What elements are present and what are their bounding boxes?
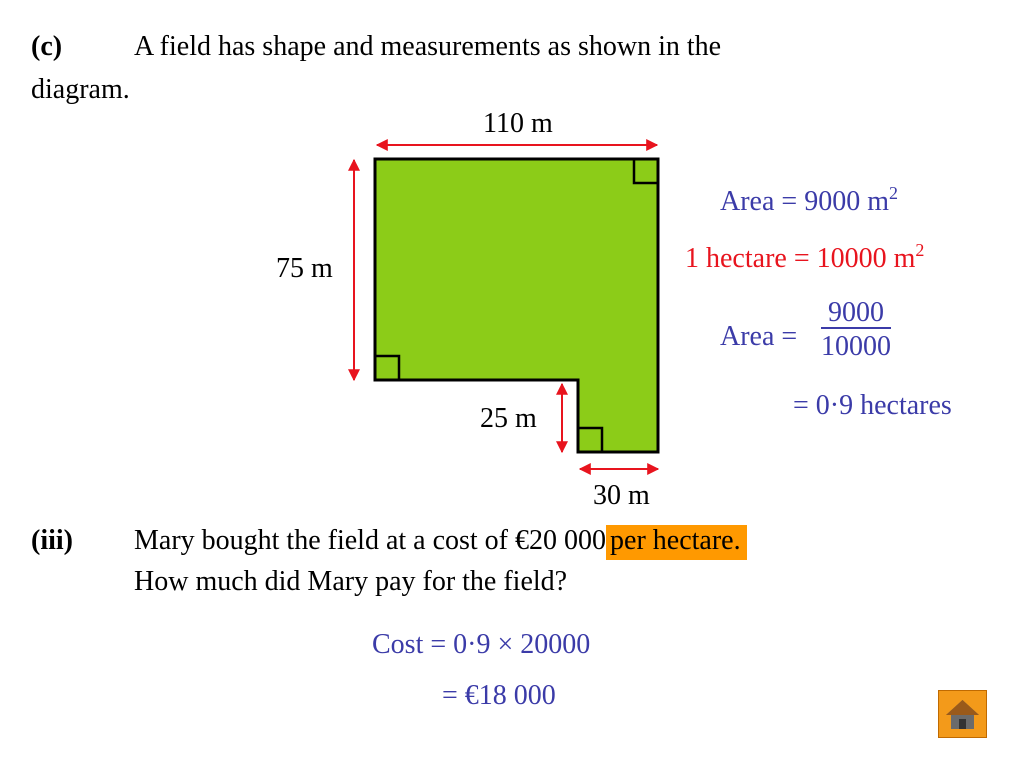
part-iii-line1 bbox=[134, 527, 747, 555]
part-iii-line1-text: Mary bought the field at a cost of €20 000 bbox=[134, 525, 607, 556]
cost-result: = €18 000 bbox=[442, 680, 556, 711]
area-fraction bbox=[821, 299, 891, 361]
top-dimension-label: 110 m bbox=[483, 108, 553, 139]
bottom-dimension-label: 30 m bbox=[593, 480, 650, 511]
left-dimension-label: 75 m bbox=[276, 253, 333, 284]
question-text-line2: diagram. bbox=[31, 74, 130, 105]
hectare-value: 10000 m bbox=[816, 243, 916, 274]
area-label: Area = bbox=[720, 186, 798, 217]
hectare-result: = 0·9 hectares bbox=[793, 390, 952, 421]
part-iii-line2: How much did Mary pay for the field? bbox=[134, 566, 568, 597]
part-label: (c) bbox=[31, 31, 63, 62]
area-value: 9000 m bbox=[804, 186, 889, 217]
cost-calculation: Cost = 0·9 × 20000 bbox=[372, 629, 591, 660]
hectare-left: 1 hectare = bbox=[685, 243, 810, 274]
fraction-denominator: 10000 bbox=[821, 331, 891, 362]
fraction-numerator: 9000 bbox=[821, 299, 891, 329]
question-text-line1: A field has shape and measurements as shown in the bbox=[134, 31, 722, 62]
part-iii-label: (iii) bbox=[31, 525, 73, 556]
home-button[interactable] bbox=[938, 690, 987, 738]
hectare-exponent: 2 bbox=[915, 240, 925, 260]
notch-dimension-label: 25 m bbox=[480, 403, 537, 434]
area-statement bbox=[720, 183, 898, 217]
per-hectare-highlight: per hectare. bbox=[606, 525, 747, 560]
hectare-conversion bbox=[685, 240, 925, 274]
area-exponent: 2 bbox=[888, 183, 898, 203]
home-icon bbox=[939, 691, 986, 737]
area-fraction-label: Area = bbox=[720, 321, 798, 352]
